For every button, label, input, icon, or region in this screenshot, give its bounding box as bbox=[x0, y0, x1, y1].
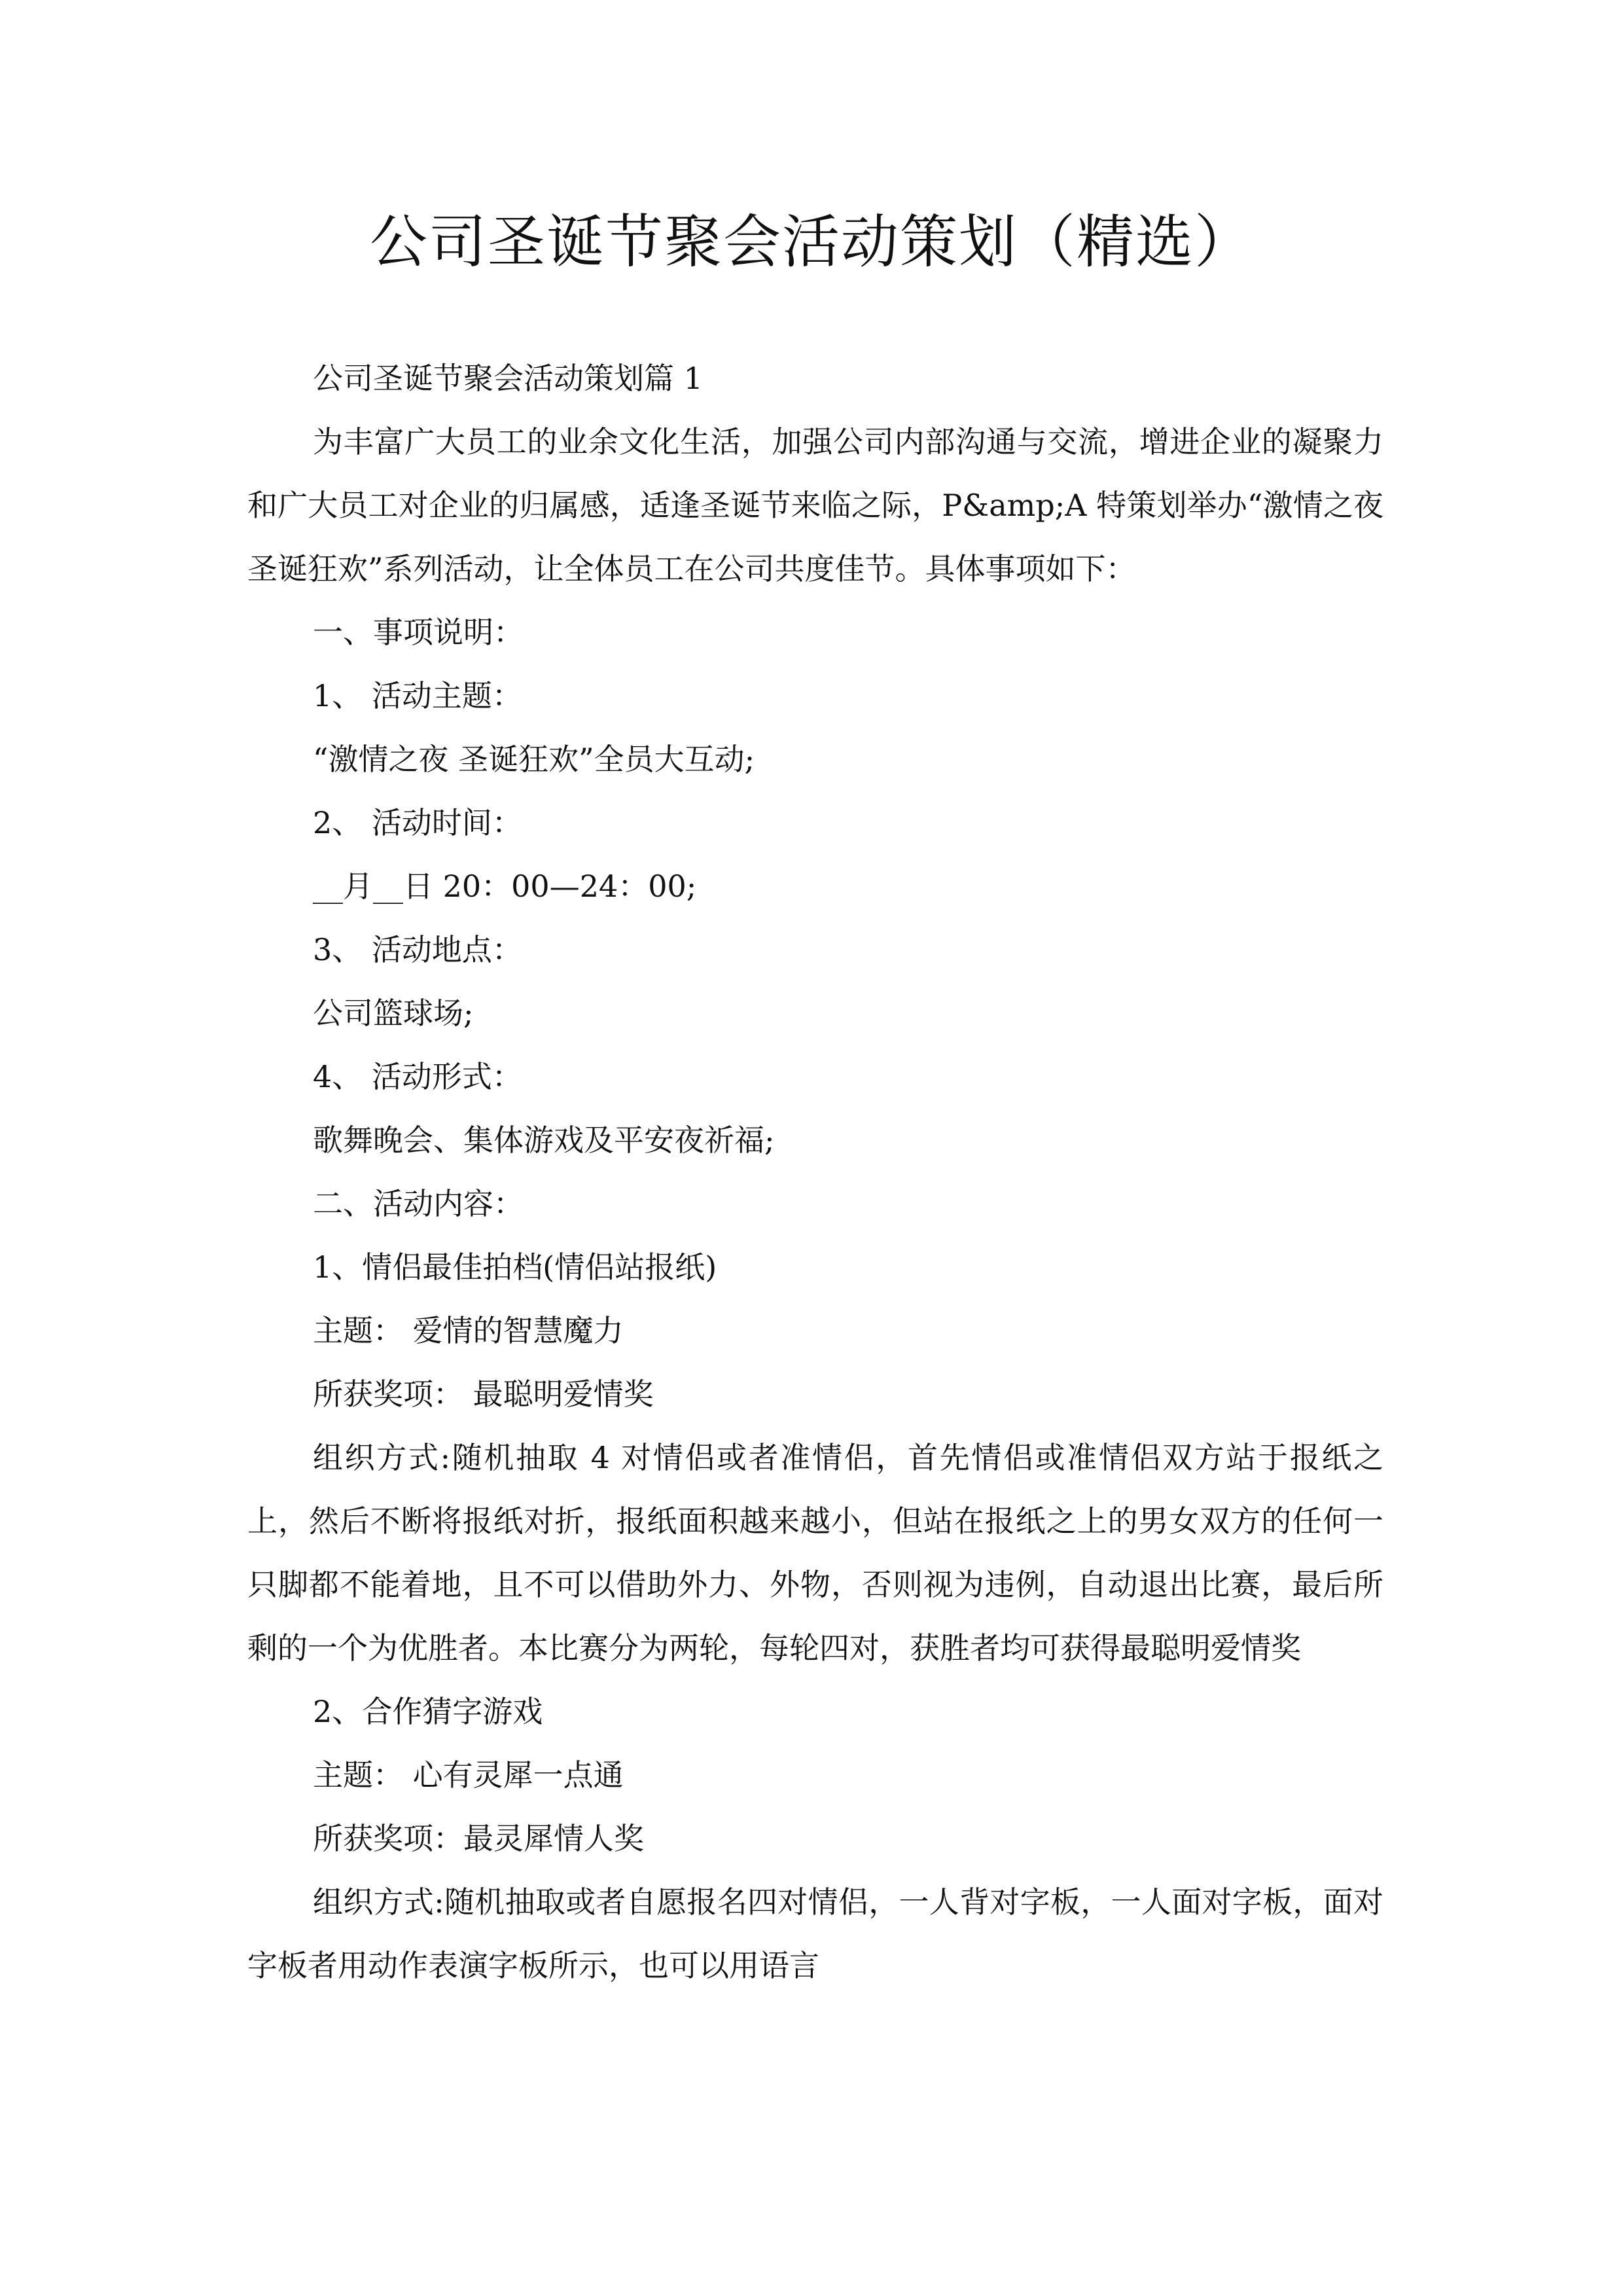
paragraph-location-value: 公司篮球场; bbox=[313, 996, 474, 1031]
paragraph-location-label: 3、 活动地点： bbox=[313, 932, 522, 967]
paragraph-intro: 为丰富广大员工的业余文化生活，加强公司内部沟通与交流，增进企业的凝聚力和广大员工对企业的归属感，适逢圣诞节来临之际，P&amp;A 特策划举办“激情之夜 圣诞狂欢”系列活动，让全体员工在公司共度佳节。具体事项如下： bbox=[247, 424, 1393, 586]
paragraph-game1-award: 所获奖项： 最聪明爱情奖 bbox=[313, 1376, 654, 1412]
paragraph-game2-rules: 组织方式:随机抽取或者自愿报名四对情侣，一人背对字板，一人面对字板，面对字板者用动作表演字板所示，也可以用语言 bbox=[247, 1884, 1383, 1983]
paragraph-format-value: 歌舞晚会、集体游戏及平安夜祈福; bbox=[313, 1122, 775, 1158]
paragraph-time-value: __月__日 20：00—24：00; bbox=[313, 869, 697, 904]
paragraph-format-label: 4、 活动形式： bbox=[313, 1059, 522, 1094]
document-body bbox=[247, 347, 1393, 1998]
paragraph-game2-title: 2、合作猜字游戏 bbox=[313, 1694, 543, 1729]
paragraph-heading-content: 二、活动内容： bbox=[313, 1186, 524, 1221]
paragraph-theme-label: 1、 活动主题： bbox=[313, 678, 522, 713]
paragraph-game1-rules: 组织方式:随机抽取 4 对情侣或者准情侣，首先情侣或准情侣双方站于报纸之上，然后不断将报纸对折，报纸面积越来越小，但站在报纸之上的男女双方的任何一只脚都不能着地，且不可以借助外力、外物，否则视为违例，自动退出比赛，最后所剩的一个为优胜者。本比赛分为两轮，每轮四对，获胜者均可获得最聪明爱情奖 bbox=[247, 1440, 1383, 1666]
paragraph-theme-value: “激情之夜 圣诞狂欢”全员大互动; bbox=[313, 742, 755, 777]
paragraph-game2-theme: 主题： 心有灵犀一点通 bbox=[313, 1757, 624, 1793]
paragraph-game2-award: 所获奖项：最灵犀情人奖 bbox=[313, 1821, 644, 1856]
paragraph-section-heading: 公司圣诞节聚会活动策划篇 1 bbox=[313, 361, 703, 396]
document-title: 公司圣诞节聚会活动策划（精选） bbox=[369, 208, 1253, 276]
paragraph-heading-item-description: 一、事项说明： bbox=[313, 615, 524, 650]
paragraph-game1-title: 1、情侣最佳拍档(情侣站报纸) bbox=[313, 1249, 717, 1285]
paragraph-time-label: 2、 活动时间： bbox=[313, 805, 522, 840]
paragraph-game1-theme: 主题： 爱情的智慧魔力 bbox=[313, 1313, 624, 1348]
